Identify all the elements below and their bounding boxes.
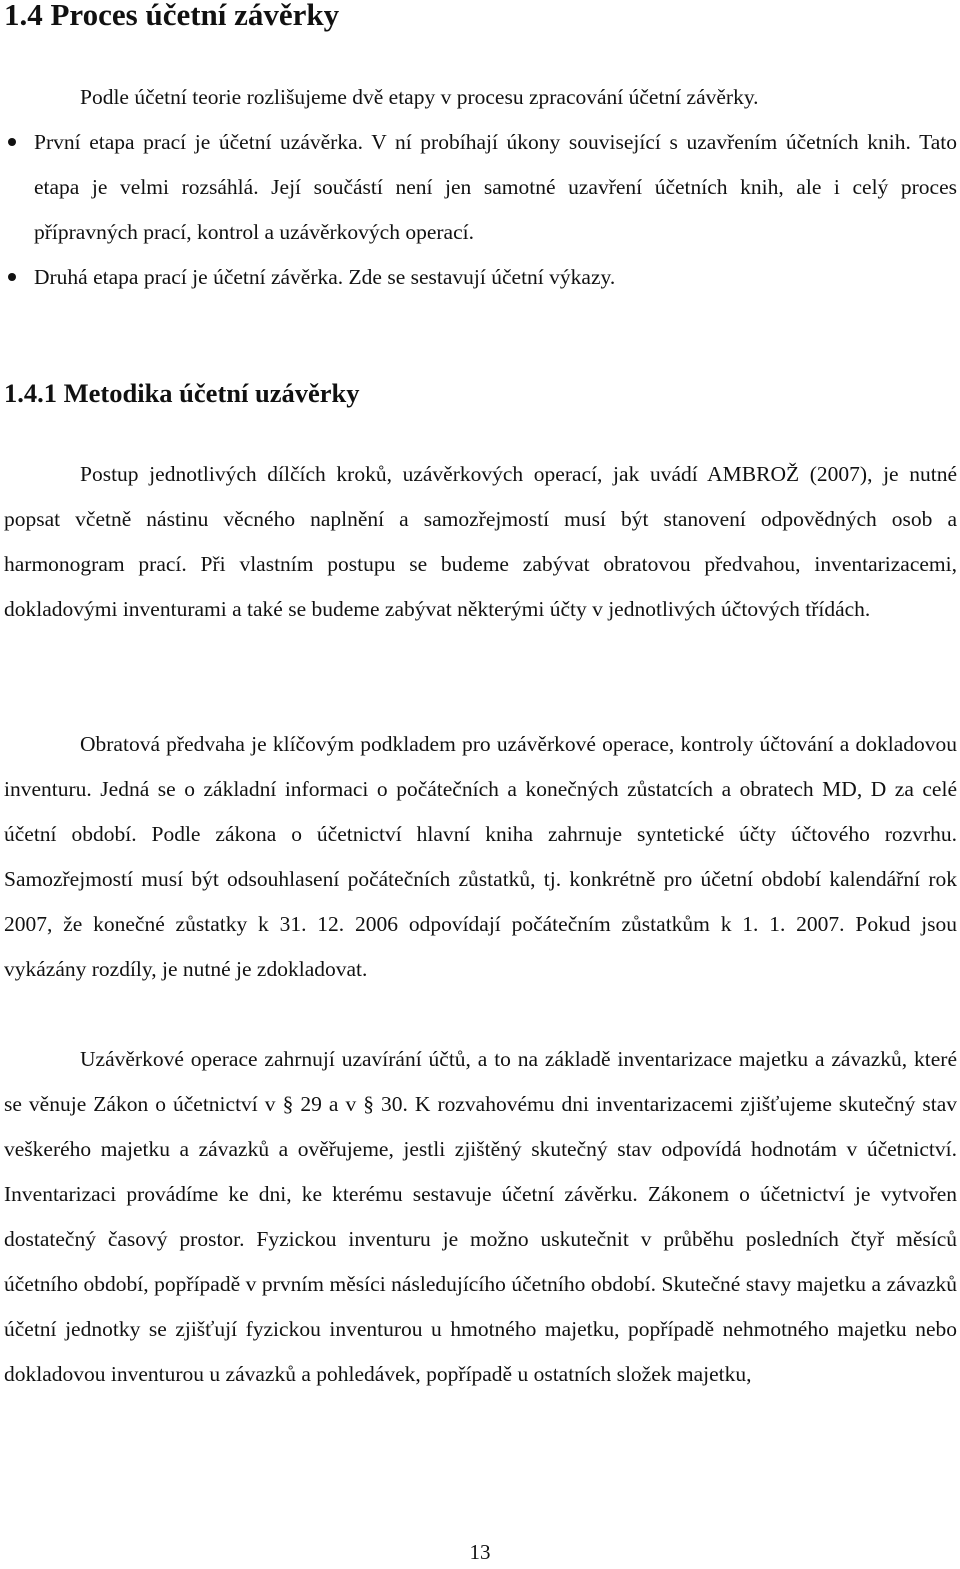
bullet-item-1: První etapa prací je účetní uzávěrka. V ní probíhají úkony související s uzavřením účetních knih. Tato etapa je velmi rozsáhlá. Její součástí není jen samotné uzavření účetních knih, ale i celý proces přípravných prací, kontrol a uzávěrkových operací. bbox=[4, 120, 957, 255]
paragraph-2: Obratová předvaha je klíčovým podkladem pro uzávěrkové operace, kontroly účtování a dokladovou inventuru. Jedná se o základní informaci o počátečních a konečných zůstatcích a obratech MD, D za celé účetní období. Podle zákona o účetnictví hlavní kniha zahrnuje syntetické účty účtového rozvrhu. Samozřejmostí musí být odsouhlasení počátečních zůstatků, tj. konkrétně pro účetní období kalendářní rok 2007, že konečné zůstatky k 31. 12. 2006 odpovídají počátečním zůstatkům k 1. 1. 2007. Pokud jsou vykázány rozdíly, je nutné je zdokladovat. bbox=[4, 732, 957, 981]
bullet-list bbox=[4, 120, 957, 300]
intro-paragraph: Podle účetní teorie rozlišujeme dvě etapy v procesu zpracování účetní závěrky. bbox=[80, 85, 759, 109]
paragraph-1: Postup jednotlivých dílčích kroků, uzávěrkových operací, jak uvádí AMBROŽ (2007), je nutné popsat včetně nástinu věcného naplnění a samozřejmostí musí být stanovení odpovědných osob a harmonogram prací. Při vlastním postupu se budeme zabývat obratovou předvahou, inventarizacemi, dokladovými inventurami a také se budeme zabývat některými účty v jednotlivých účtových třídách. bbox=[4, 462, 957, 621]
subsection-heading: 1.4.1 Metodika účetní uzávěrky bbox=[4, 378, 360, 408]
bullet-item-2: Druhá etapa prací je účetní závěrka. Zde se sestavují účetní výkazy. bbox=[4, 255, 957, 300]
section-heading: 1.4 Proces účetní závěrky bbox=[4, 0, 340, 32]
paragraph-3: Uzávěrkové operace zahrnují uzavírání účtů, a to na základě inventarizace majetku a závazků, které se věnuje Zákon o účetnictví v § 29 a v § 30. K rozvahovému dni inventarizacemi zjišťujeme skutečný stav veškerého majetku a závazků a ověřujeme, jestli zjištěný skutečný stav odpovídá hodnotám v účetnictví. Inventarizaci provádíme ke dni, ke kterému sestavuje účetní závěrku. Zákonem o účetnictví je vytvořen dostatečný časový prostor. Fyzickou inventuru je možno uskutečnit v průběhu posledních čtyř měsíců účetního období, popřípadě v prvním měsíci následujícího účetního období. Skutečné stavy majetku a závazků účetní jednotky se zjišťují fyzickou inventurou u hmotného majetku, popřípadě nehmotného majetku nebo dokladovou inventurou u závazků a pohledávek, popřípadě u ostatních složek majetku, bbox=[4, 1047, 957, 1386]
page-number: 13 bbox=[469, 1540, 491, 1564]
